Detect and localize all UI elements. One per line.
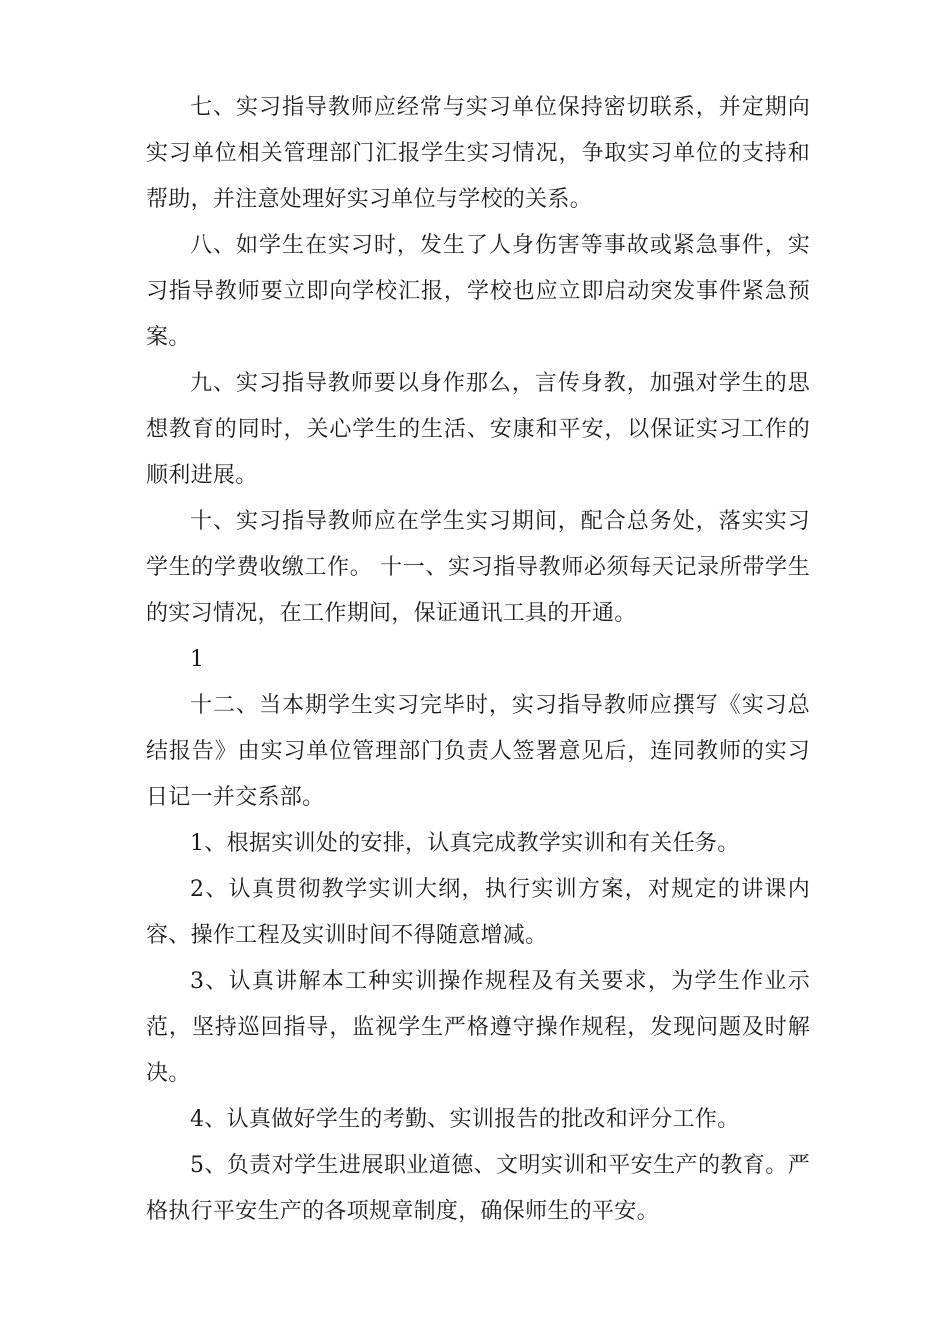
duty-item-3: 3、认真讲解本工种实训操作规程及有关要求，为学生作业示范，坚持巡回指导，监视学生严格遵守操作规程，发现问题及时解决。 [146,969,810,1086]
paragraph-10-11: 十、实习指导教师应在学生实习期间，配合总务处，落实实习学生的学费收缴工作。 十一、实习指导教师必须每天记录所带学生的实习情况，在工作期间，保证通讯工具的开通。 [146,509,810,626]
duty-item-2: 2、认真贯彻教学实训大纲，执行实训方案，对规定的讲课内容、操作工程及实训时间不得随意增减。 [146,877,810,948]
paragraph-7: 七、实习指导教师应经常与实习单位保持密切联系，并定期向实习单位相关管理部门汇报学生实习情况，争取实习单位的支持和帮助，并注意处理好实习单位与学校的关系。 [146,95,810,212]
duty-item-1: 1、根据实训处的安排，认真完成教学实训和有关任务。 [190,831,740,856]
page-number: 1 [190,647,205,672]
paragraph-12: 十二、当本期学生实习完毕时，实习指导教师应撰写《实习总结报告》由实习单位管理部门负责人签署意见后，连同教师的实习日记一并交系部。 [146,693,810,810]
duty-item-4: 4、认真做好学生的考勤、实训报告的批改和评分工作。 [190,1107,740,1132]
duty-item-5: 5、负责对学生进展职业道德、文明实训和平安生产的教育。严格执行平安生产的各项规章制度，确保师生的平安。 [146,1153,810,1224]
paragraph-9: 九、实习指导教师要以身作那么，言传身教，加强对学生的思想教育的同时，关心学生的生活、安康和平安，以保证实习工作的顺利进展。 [146,371,810,488]
paragraph-8: 八、如学生在实习时，发生了人身伤害等事故或紧急事件，实习指导教师要立即向学校汇报，学校也应立即启动突发事件紧急预案。 [146,233,810,350]
document-body [146,85,810,1235]
